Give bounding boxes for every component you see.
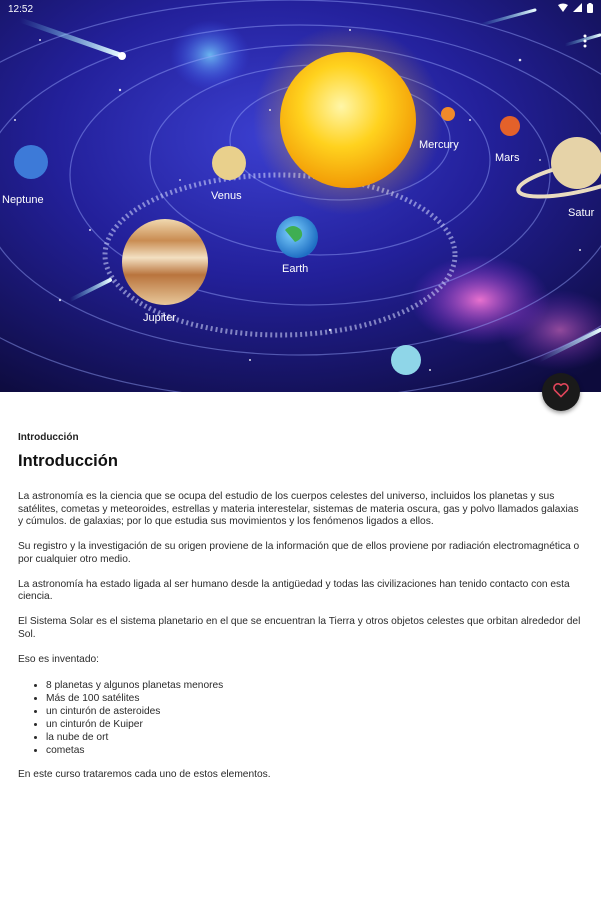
- solar-system-illustration: [0, 0, 601, 392]
- label-earth: Earth: [282, 263, 309, 275]
- page-title: Introducción: [18, 452, 118, 470]
- list-item: • la nube de ort: [46, 731, 584, 744]
- paragraph: La astronomía ha estado ligada al ser humano desde la antigüedad y todas las civilizaciones han tenido contacto con esta ciencia.: [18, 578, 570, 602]
- paragraph: Eso es inventado:: [18, 653, 99, 665]
- label-jupiter: Jupiter: [143, 312, 177, 324]
- status-bar: [0, 0, 601, 18]
- label-venus: Venus: [211, 190, 242, 202]
- breadcrumb: Introducción: [18, 432, 79, 443]
- paragraph: Su registro y la investigación de su origen proviene de la información que de ellos proviene por radiación electromagnética o por cualquier otro medio.: [18, 541, 580, 565]
- paragraph: El Sistema Solar es el sistema planetario en el que se encuentran la Tierra y otros objetos celestes que orbitan alrededor del Sol.: [18, 616, 581, 640]
- closing-paragraph: En este curso trataremos cada uno de estos elementos.: [18, 768, 271, 780]
- battery-icon: [587, 3, 593, 16]
- list-item: • 8 planetas y algunos planetas menores: [46, 679, 584, 692]
- label-mars: Mars: [495, 152, 520, 164]
- list-item: • un cinturón de asteroides: [46, 705, 584, 718]
- label-mercury: Mercury: [419, 139, 459, 151]
- status-time: 12:52: [8, 3, 34, 15]
- list-item: • un cinturón de Kuiper: [46, 718, 584, 731]
- favorite-button[interactable]: [542, 373, 580, 411]
- heart-icon: [552, 382, 570, 403]
- label-neptune: Neptune: [2, 194, 44, 206]
- list-item: • cometas: [46, 744, 584, 757]
- wifi-icon: [558, 3, 568, 15]
- list-item: • Más de 100 satélites: [46, 692, 584, 705]
- signal-icon: [573, 3, 582, 15]
- bullet-list: [46, 679, 584, 757]
- label-saturn: Satur: [568, 207, 595, 219]
- paragraph: La astronomía es la ciencia que se ocupa del estudio de los cuerpos celestes del universo, incluidos los planetas y sus satélites, cometas y meteoroides, estrellas y materia interestelar, sistemas de materia oscura, gas y polvo llamados galaxias y cúmulos. de galaxias; por lo que estudia sus movimientos y los fenómenos ligados a ellos.: [18, 491, 579, 527]
- more-vert-icon[interactable]: [583, 34, 587, 52]
- status-icons: [558, 3, 593, 16]
- hero-image: [0, 0, 601, 392]
- sun-illustration: [280, 52, 416, 188]
- article-content: [0, 392, 601, 900]
